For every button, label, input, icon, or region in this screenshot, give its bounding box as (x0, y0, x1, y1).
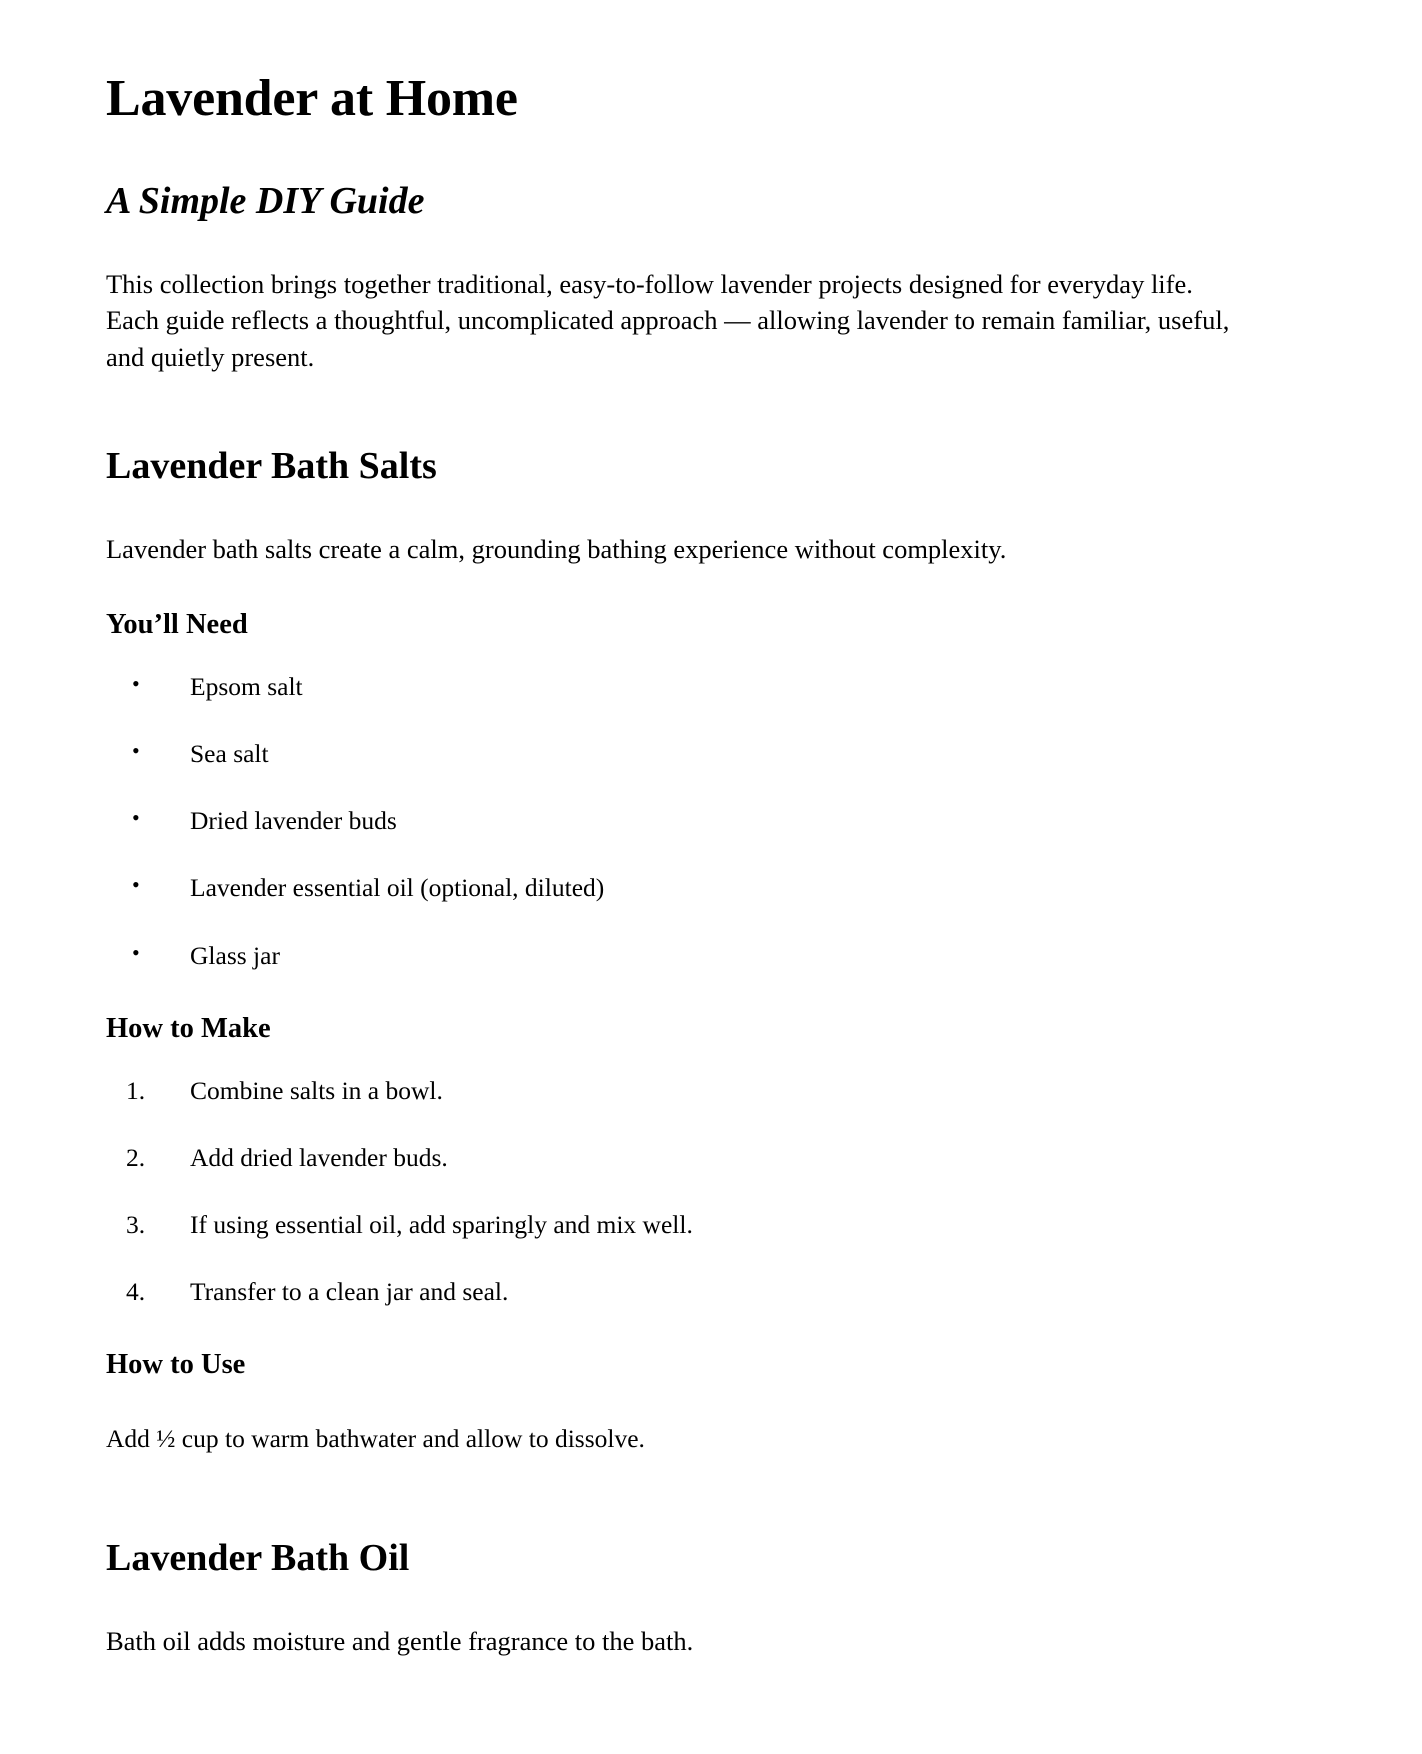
bullet-icon: • (132, 670, 140, 696)
bullet-icon: • (132, 805, 140, 831)
list-item (106, 804, 1282, 837)
list-number: 2. (126, 1142, 146, 1172)
list-item-label: Add dried lavender buds. (190, 1142, 448, 1172)
list-number: 3. (126, 1210, 146, 1240)
list-item (106, 670, 1282, 703)
sub-heading-youll-need: You’ll Need (106, 608, 248, 640)
page-title: Lavender at Home (106, 70, 518, 127)
ingredients-list (106, 670, 1282, 972)
section-lead-bath-salts: Lavender bath salts create a calm, grounding bathing experience without complexity. (106, 534, 1007, 565)
intro-paragraph: This collection brings together traditional, easy-to-follow lavender projects designed for everyday life. Each guide reflects a thoughtful, uncomplicated approach — allowing lavender to remain familiar, useful, and quietly present. (106, 268, 1230, 373)
list-item (106, 939, 1282, 972)
list-item (106, 1275, 1282, 1308)
list-item-label: Lavender essential oil (optional, diluted) (190, 873, 605, 903)
bullet-icon: • (132, 738, 140, 764)
bullet-icon: • (132, 939, 140, 965)
list-number: 1. (126, 1075, 146, 1105)
list-item-label: If using essential oil, add sparingly and mix well. (190, 1210, 693, 1240)
list-item (106, 871, 1282, 904)
list-item-label: Sea salt (190, 739, 269, 769)
list-item (106, 1141, 1282, 1174)
section-heading-bath-salts: Lavender Bath Salts (106, 444, 437, 487)
list-item-label: Epsom salt (190, 671, 303, 701)
section-bath-oil (106, 1536, 1282, 1660)
page-subtitle: A Simple DIY Guide (106, 180, 425, 223)
list-number: 4. (126, 1277, 146, 1307)
usage-text: Add ½ cup to warm bathwater and allow to dissolve. (106, 1423, 645, 1453)
section-heading-bath-oil: Lavender Bath Oil (106, 1536, 410, 1579)
list-item (106, 737, 1282, 770)
steps-list (106, 1074, 1282, 1309)
sub-heading-how-to-use: How to Use (106, 1349, 246, 1381)
list-item (106, 1074, 1282, 1107)
section-lead-bath-oil: Bath oil adds moisture and gentle fragrance to the bath. (106, 1626, 694, 1657)
list-item-label: Combine salts in a bowl. (190, 1075, 443, 1105)
list-item-label: Glass jar (190, 940, 280, 970)
sub-heading-how-to-make: How to Make (106, 1012, 271, 1044)
section-bath-salts (106, 444, 1282, 1456)
bullet-icon: • (132, 872, 140, 898)
list-item (106, 1208, 1282, 1241)
list-item-label: Dried lavender buds (190, 806, 397, 836)
list-item-label: Transfer to a clean jar and seal. (190, 1277, 509, 1307)
